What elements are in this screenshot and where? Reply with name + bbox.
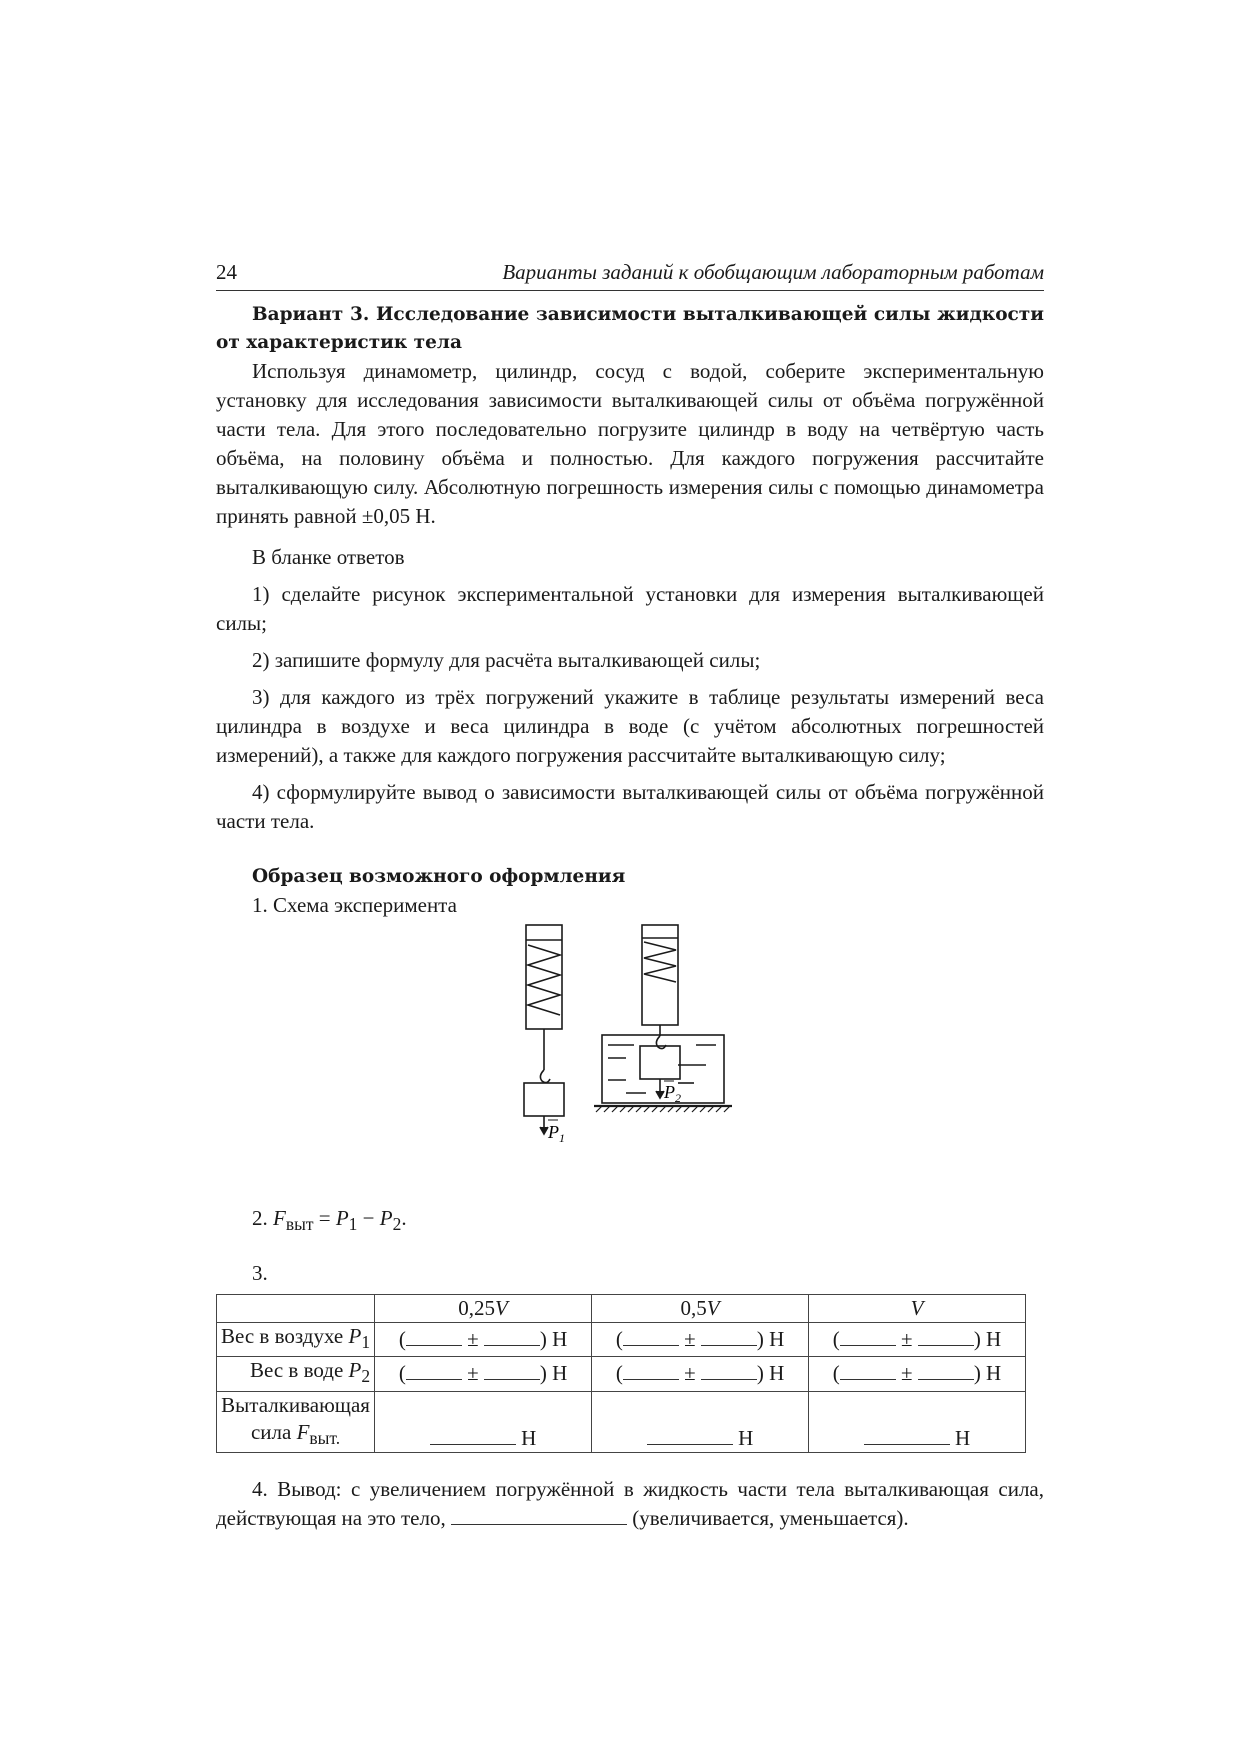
running-title: Варианты заданий к обобщающим лабораторным работам <box>502 260 1044 284</box>
arrow-p2-head <box>656 1091 664 1098</box>
p1-label: $P_1$ <box>548 1122 565 1145</box>
force-cell: Н <box>809 1391 1026 1452</box>
measurement-cell: ( ± ) Н <box>809 1323 1026 1357</box>
table-row <box>217 1391 1026 1452</box>
task-item: 3) для каждого из трёх погружений укажите в таблице результаты измерений веса цилиндра в воздухе и веса цилиндра в воде (с учётом абсолютных погрешностей измерений), а также для каждого погружения рассчитайте выталкивающую силу; <box>216 685 1044 767</box>
experiment-figure <box>216 920 1044 1190</box>
answer-form-intro: В бланке ответов <box>252 545 405 569</box>
table-row <box>217 1357 1026 1391</box>
column-header: 0,25V <box>375 1295 592 1323</box>
scheme-label: 1. Схема эксперимента <box>252 893 457 917</box>
table-header-row <box>217 1295 1026 1323</box>
conclusion: 4. Вывод: с увеличением погружённой в жидкость части тела выталкивающая сила, действующая на это тело, (увеличивается, уменьшается). <box>216 1476 1044 1530</box>
spring-left <box>528 945 560 1015</box>
measurement-cell: ( ± ) Н <box>592 1323 809 1357</box>
force-cell: Н <box>375 1391 592 1452</box>
results-table <box>216 1294 1026 1453</box>
p2-label: $P_2$ <box>664 1082 681 1105</box>
arrow-p1-head <box>540 1127 548 1134</box>
sample-title: Образец возможного оформления <box>252 866 626 887</box>
force-cell: Н <box>592 1391 809 1452</box>
intro-paragraph: Используя динамометр, цилиндр, сосуд с водой, соберите экспериментальную установку для исследования зависимости выталкивающей силы от объёма погружённой части тела. Для этого последовательно погрузите цилиндр в воду на четвёртую часть объёма, на половину объёма и полностью. Для каждого погружения рассчитайте выталкивающую силу. Абсолютную погрешность измерения силы с помощью динамометра принять равной ±0,05 Н. <box>216 359 1044 528</box>
experiment-diagram <box>216 920 1044 1190</box>
column-header: V <box>809 1295 1026 1323</box>
cylinder-in-air <box>524 1083 564 1116</box>
cylinder-in-water <box>640 1046 680 1079</box>
force-formula: 2. $F_{выт} = P_1 - P_2$. <box>252 1206 407 1235</box>
conclusion-blank <box>451 1508 627 1525</box>
page-number: 24 <box>216 260 237 284</box>
hook-left <box>540 1070 550 1083</box>
measurement-cell: ( ± ) Н <box>375 1323 592 1357</box>
table-row <box>217 1323 1026 1357</box>
page <box>216 258 1044 1533</box>
measurement-cell: ( ± ) Н <box>809 1357 1026 1391</box>
variant-title: Вариант 3. Исследование зависимости выталкивающей силы жидкости от характеристик тела <box>216 304 1044 353</box>
page-header <box>216 258 1044 291</box>
task-item: 1) сделайте рисунок экспериментальной установки для измерения выталкивающей силы; <box>216 582 1044 635</box>
row-header-force: Выталкивающая сила $F_{выт.}$ <box>217 1391 375 1452</box>
task-item: 2) запишите формулу для расчёта выталкивающей силы; <box>252 648 761 672</box>
measurement-cell: ( ± ) Н <box>592 1357 809 1391</box>
column-header: 0,5V <box>592 1295 809 1323</box>
table-corner-cell <box>217 1295 375 1323</box>
row-header-water: Вес в воде $P_2$ <box>217 1357 375 1391</box>
row-header-air: Вес в воздухе $P_1$ <box>217 1323 375 1357</box>
spring-right <box>644 942 676 982</box>
table-label: 3. <box>252 1261 268 1286</box>
measurement-cell: ( ± ) Н <box>375 1357 592 1391</box>
task-item: 4) сформулируйте вывод о зависимости выталкивающей силы от объёма погружённой части тела. <box>216 780 1044 833</box>
